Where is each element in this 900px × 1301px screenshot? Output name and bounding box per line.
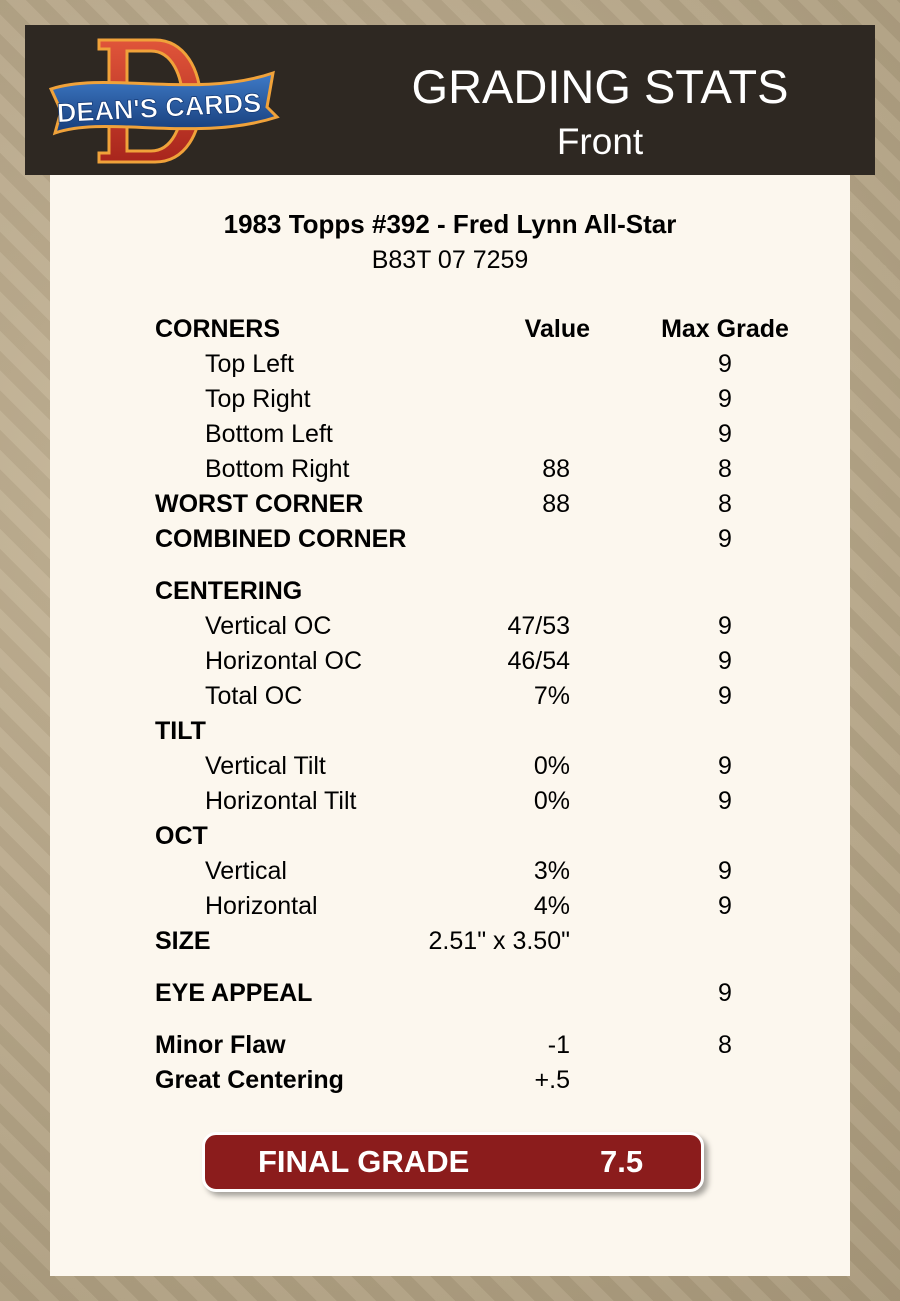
row-value: 3% [533, 857, 570, 885]
final-grade-value: 7.5 [600, 1144, 644, 1179]
table-row [50, 979, 850, 1011]
row-label: COMBINED CORNER [155, 525, 407, 553]
row-label: Bottom Right [205, 455, 350, 483]
table-row [50, 350, 850, 382]
row-label: WORST CORNER [155, 490, 364, 518]
card-cert-number: B83T 07 7259 [371, 246, 529, 274]
row-label: Great Centering [155, 1066, 344, 1094]
table-row [50, 717, 850, 749]
table-row [50, 385, 850, 417]
table-row [50, 787, 850, 819]
page-title: GRADING STATS [411, 60, 789, 113]
svg-text:DEAN'S CARDS: DEAN'S CARDS [56, 87, 262, 129]
card-title: 1983 Topps #392 - Fred Lynn All-Star [223, 209, 677, 239]
table-row [50, 822, 850, 854]
table-row [50, 612, 850, 644]
table-row [50, 647, 850, 679]
table-row [50, 420, 850, 452]
row-value: +.5 [534, 1066, 570, 1094]
row-max-grade: 9 [718, 385, 732, 413]
row-value: 2.51" x 3.50" [428, 927, 570, 955]
row-max-grade: 9 [718, 420, 732, 448]
table-row [50, 682, 850, 714]
row-label: Top Left [205, 350, 294, 378]
table-row [50, 577, 850, 609]
row-label: Vertical OC [205, 612, 332, 640]
row-label: Vertical [205, 857, 287, 885]
row-label: Horizontal OC [205, 647, 362, 675]
table-row [50, 455, 850, 487]
table-row [50, 927, 850, 959]
row-value: 47/53 [507, 612, 570, 640]
row-value: 46/54 [507, 647, 570, 675]
row-value: 0% [533, 787, 570, 815]
final-grade-box [202, 1132, 704, 1192]
max-grade-column-header: Max Grade [661, 315, 789, 343]
row-value: 7% [533, 682, 570, 710]
row-label: EYE APPEAL [155, 979, 313, 1007]
row-label: Top Right [205, 385, 311, 413]
row-label: Bottom Left [205, 420, 333, 448]
row-max-grade: 9 [718, 350, 732, 378]
row-label: Total OC [205, 682, 303, 710]
table-row [50, 857, 850, 889]
row-max-grade: 9 [718, 892, 732, 920]
row-value: 88 [542, 490, 570, 518]
row-value: 4% [533, 892, 570, 920]
row-max-grade: 9 [718, 647, 732, 675]
row-label: OCT [155, 822, 208, 850]
row-max-grade: 9 [718, 857, 732, 885]
row-value: 0% [533, 752, 570, 780]
row-max-grade: 9 [718, 787, 732, 815]
row-max-grade: 9 [718, 682, 732, 710]
row-label: TILT [155, 717, 206, 745]
value-column-header: Value [524, 315, 590, 343]
row-value: 88 [542, 455, 570, 483]
row-max-grade: 8 [718, 455, 732, 483]
row-max-grade: 9 [718, 752, 732, 780]
table-row [50, 1066, 850, 1098]
table-row [50, 1031, 850, 1063]
deans-cards-logo [47, 37, 282, 165]
row-max-grade: 9 [718, 612, 732, 640]
final-grade-label: FINAL GRADE [258, 1144, 470, 1179]
row-max-grade: 8 [718, 490, 732, 518]
row-max-grade: 8 [718, 1031, 732, 1059]
row-label: Minor Flaw [155, 1031, 286, 1059]
row-label: CORNERS [155, 315, 281, 343]
page-subtitle: Front [556, 121, 644, 162]
row-label: Vertical Tilt [205, 752, 326, 780]
table-row [50, 315, 850, 347]
row-max-grade: 9 [718, 979, 732, 1007]
table-row [50, 892, 850, 924]
row-label: Horizontal Tilt [205, 787, 357, 815]
row-label: Horizontal [205, 892, 318, 920]
row-max-grade: 9 [718, 525, 732, 553]
grading-panel [50, 175, 850, 1276]
header-bar [25, 25, 875, 175]
table-row [50, 752, 850, 784]
table-row [50, 490, 850, 522]
row-value: -1 [547, 1031, 570, 1059]
table-row [50, 525, 850, 557]
row-label: SIZE [155, 927, 211, 955]
row-label: CENTERING [155, 577, 303, 605]
